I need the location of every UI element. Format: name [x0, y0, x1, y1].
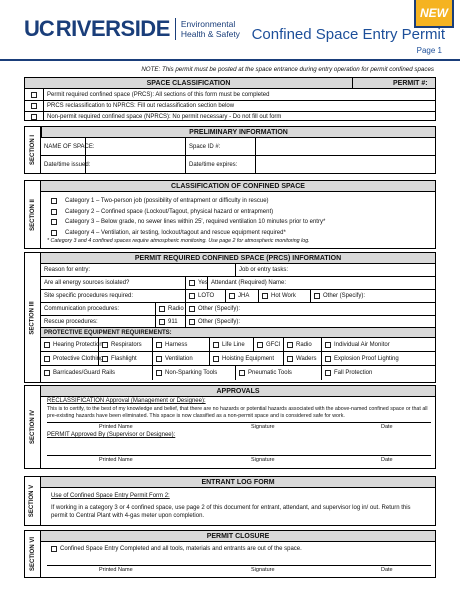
new-badge: NEW	[414, 0, 454, 28]
category-footnote: * Category 3 and 4 confined spaces require atmospheric monitoring. Use page 2 for atmospheric monitoring log.	[47, 238, 310, 244]
ppe-label: Hearing Protection	[53, 341, 103, 348]
ppe-option[interactable]	[235, 366, 321, 380]
entrant-log-instructions: If working in a category 3 or 4 confined space, use page 2 of this document for entrant, attendant, and supervisor log in/ out. Return this permit to Central Plant with 4-gas meter upon completion.	[51, 505, 411, 519]
other-label: Other (Specify):	[198, 318, 241, 325]
ppe-option[interactable]	[41, 366, 152, 380]
section-3-prcs-information	[24, 252, 436, 383]
ppe-option[interactable]	[209, 338, 253, 351]
ppe-option[interactable]	[152, 338, 209, 351]
ppe-option[interactable]	[98, 352, 152, 365]
ppe-option[interactable]	[41, 352, 104, 365]
ppe-label: Waders	[296, 355, 317, 362]
rescue-other-option[interactable]	[185, 316, 435, 327]
ppe-label: Flashlight	[111, 355, 137, 362]
section-6-side-label	[25, 531, 41, 577]
ppe-option[interactable]	[321, 366, 435, 380]
radio-checkbox[interactable]	[159, 306, 165, 312]
reclassification-certification-text: This is to certify, to the best of my knowledge and belief, that there are no hazards or potential hazards associated with the above-named confined space or that all pre-existing hazards have been eliminated. This space is now classified as a non-permit space and is considered safe for work.	[47, 406, 428, 419]
ppe-checkbox[interactable]	[44, 342, 50, 348]
classification-option-nprcs	[25, 111, 435, 121]
header-divider	[0, 59, 460, 61]
category-1-item	[51, 196, 325, 207]
energy-isolated-label: Are all energy sources isolated?	[44, 280, 130, 286]
logo-divider	[175, 18, 176, 40]
reclass-checkbox[interactable]	[31, 103, 37, 109]
section-1-label: SECTION I	[29, 134, 36, 166]
ppe-checkbox[interactable]	[102, 342, 108, 348]
ppe-label: Hoisting Equipment	[222, 355, 275, 362]
ppe-checkbox[interactable]	[325, 342, 331, 348]
signature-caption: Signature	[251, 567, 275, 573]
ppe-header: PROTECTIVE EQUIPMENT REQUIREMENTS:	[41, 328, 435, 338]
ppe-option[interactable]	[321, 352, 435, 365]
category-3-label: Category 3 – Below grade, no sewer lines within 25', required ventilation 10 minutes prior to entry*	[65, 219, 326, 225]
section-3-label: SECTION III	[29, 300, 36, 335]
space-id-field[interactable]	[255, 138, 435, 155]
jha-checkbox[interactable]	[229, 293, 235, 299]
page-title: Confined Space Entry Permit	[251, 26, 445, 43]
category-4-item	[51, 228, 325, 239]
name-of-space-field[interactable]	[85, 138, 185, 155]
category-1-checkbox[interactable]	[51, 198, 57, 204]
ppe-label: Barricades/Guard Rails	[53, 370, 116, 376]
loto-label: LOTO	[198, 293, 215, 299]
other-label: Other (Specify):	[323, 293, 366, 299]
section-4-approvals	[24, 385, 436, 469]
logo-dept-line1: Environmental	[180, 19, 236, 29]
entrant-log-form-label: Use of Confined Space Entry Permit Form 2:	[51, 493, 170, 499]
category-4-checkbox[interactable]	[51, 230, 57, 236]
ppe-option[interactable]	[321, 338, 435, 351]
option-label: PRCS reclassification to NPRCS: Fill out reclassification section below	[43, 101, 435, 111]
site-procedures-label: Site specific procedures required:	[44, 293, 134, 299]
name-of-space-label: NAME OF SPACE:	[44, 143, 95, 150]
ppe-checkbox[interactable]	[156, 356, 162, 362]
reason-for-entry-field[interactable]	[41, 264, 235, 276]
radio-label: Radio	[168, 306, 184, 312]
attendant-name-field[interactable]	[207, 277, 435, 289]
ppe-option[interactable]	[41, 338, 103, 351]
other-checkbox[interactable]	[189, 306, 195, 312]
ppe-option[interactable]	[253, 338, 283, 351]
other-checkbox[interactable]	[314, 293, 320, 299]
section-2-label: SECTION II	[29, 198, 36, 231]
classification-option-reclass	[25, 100, 435, 111]
ppe-checkbox[interactable]	[213, 356, 219, 362]
section-4-side-label	[25, 386, 41, 468]
space-id-label: Space ID #:	[185, 138, 255, 155]
section-6-header: PERMIT CLOSURE	[41, 531, 435, 542]
section-5-side-label	[25, 477, 41, 525]
closure-signature-line[interactable]	[47, 565, 431, 566]
date-expires-field[interactable]	[255, 156, 435, 174]
section-1-header: PRELIMINARY INFORMATION	[41, 127, 435, 138]
category-2-item	[51, 207, 325, 218]
tasks-label: Job or entry tasks:	[239, 267, 289, 273]
section-1-side-label	[25, 127, 41, 173]
hot-work-label: Hot Work	[271, 293, 296, 299]
radio-comm-option[interactable]	[155, 303, 185, 315]
date-caption: Date	[381, 567, 393, 573]
category-3-checkbox[interactable]	[51, 219, 57, 225]
hot-work-checkbox[interactable]	[262, 293, 268, 299]
communication-label: Communication procedures:	[44, 306, 120, 312]
section-3-header: PERMIT REQUIRED CONFINED SPACE (PRCS) INFORMATION	[41, 253, 435, 264]
ppe-label: Ventilation	[165, 355, 193, 362]
ppe-option[interactable]	[152, 366, 235, 380]
printed-name-caption: Printed Name	[99, 457, 133, 463]
date-caption: Date	[381, 457, 393, 463]
printed-name-caption: Printed Name	[99, 567, 133, 573]
yes-label: Yes	[198, 280, 208, 286]
ppe-label: Individual Air Monitor	[334, 341, 390, 348]
911-label: 911	[168, 318, 178, 325]
space-classification-heading: SPACE CLASSIFICATION	[25, 78, 353, 88]
ppe-row-1	[41, 338, 435, 352]
section-4-header: APPROVALS	[41, 386, 435, 397]
date-caption: Date	[381, 424, 393, 430]
permit-signature-line[interactable]	[47, 455, 431, 456]
closure-checkbox[interactable]	[51, 546, 57, 552]
category-2-label: Category 2 – Confined space (Lockout/Tagout, physical hazard or entrapment)	[65, 208, 274, 215]
section-2-classification	[24, 180, 436, 249]
ucr-logo	[24, 14, 240, 44]
yes-checkbox[interactable]	[189, 280, 195, 286]
ppe-label: Fall Protection	[334, 370, 373, 376]
closure-label: Confined Space Entry Completed and all tools, materials and entrants are out of the space.	[60, 546, 302, 552]
section-4-label: SECTION IV	[29, 409, 36, 445]
entry-tasks-field[interactable]	[235, 264, 435, 276]
option-label: Permit required confined space (PRCS): All sections of this form must be completed	[43, 89, 435, 100]
permit-approval-label: PERMIT Approved By (Supervisor or Designee):	[47, 432, 176, 438]
ppe-checkbox[interactable]	[44, 356, 50, 362]
category-3-item	[51, 217, 325, 228]
hot-work-option[interactable]	[258, 290, 310, 302]
ppe-option[interactable]	[209, 352, 283, 365]
other-checkbox[interactable]	[189, 319, 195, 325]
ppe-checkbox[interactable]	[287, 356, 293, 362]
logo-department	[181, 19, 240, 39]
section-6-permit-closure	[24, 530, 436, 578]
reclass-signature-line[interactable]	[47, 422, 431, 423]
section-5-header: ENTRANT LOG FORM	[41, 477, 435, 488]
logo-uc-text: UC	[24, 16, 54, 41]
section-2-header: CLASSIFICATION OF CONFINED SPACE	[41, 181, 435, 192]
ppe-row-3	[41, 366, 435, 380]
ppe-label: Explosion Proof Lighting	[334, 355, 399, 362]
ppe-label: Life Line	[222, 341, 245, 348]
signature-caption: Signature	[251, 424, 275, 430]
option-label: Non-permit required confined space (NPRCS): No permit necessary - Do not fill out form	[43, 112, 435, 121]
closure-confirmation	[51, 546, 302, 552]
911-checkbox[interactable]	[159, 319, 165, 325]
ppe-checkbox[interactable]	[44, 370, 50, 376]
classification-option-prcs	[25, 89, 435, 100]
category-4-label: Category 4 – Ventilation, air testing, lockout/tagout and rescue equipment required*	[65, 229, 286, 236]
loto-checkbox[interactable]	[189, 293, 195, 299]
rescue-label: Rescue procedures:	[44, 318, 98, 325]
section-5-entrant-log	[24, 476, 436, 526]
ppe-label: Radio	[296, 341, 312, 348]
ppe-label: Respirators	[111, 341, 142, 348]
space-classification-table	[24, 77, 436, 121]
reason-label: Reason for entry:	[44, 267, 91, 273]
rescue-911-option[interactable]	[155, 316, 185, 327]
ppe-row-2	[41, 352, 435, 366]
ppe-label: GFCI	[266, 341, 281, 348]
jha-label: JHA	[238, 293, 250, 299]
ppe-checkbox[interactable]	[156, 370, 162, 376]
page-number: Page 1	[416, 46, 442, 55]
ppe-label: Protective Clothing	[53, 355, 104, 362]
section-2-side-label	[25, 181, 41, 248]
logo-riverside-text: RIVERSIDE	[55, 16, 170, 41]
date-issued-field[interactable]	[85, 156, 185, 174]
ppe-checkbox[interactable]	[102, 356, 108, 362]
logo-dept-line2: Health & Safety	[180, 29, 240, 39]
nprcs-checkbox[interactable]	[31, 114, 37, 120]
ppe-checkbox[interactable]	[156, 342, 162, 348]
reclassification-approval-label: RECLASSIFICATION Approval (Management or Designee):	[47, 398, 206, 404]
attendant-label: Attendant (Required) Name:	[211, 280, 287, 286]
ppe-checkbox[interactable]	[257, 342, 263, 348]
permit-number-label: PERMIT #:	[393, 80, 428, 87]
ppe-option[interactable]	[283, 352, 321, 365]
other-label: Other (Specify):	[198, 306, 241, 312]
section-3-side-label	[25, 253, 41, 382]
ppe-option[interactable]	[98, 338, 152, 351]
signature-caption: Signature	[251, 457, 275, 463]
ppe-checkbox[interactable]	[239, 370, 245, 376]
date-expires-label: Date/time expires:	[185, 156, 255, 174]
comm-other-option[interactable]	[185, 303, 435, 315]
category-2-checkbox[interactable]	[51, 209, 57, 215]
procedures-other-option[interactable]	[310, 290, 435, 302]
ppe-checkbox[interactable]	[325, 356, 331, 362]
ppe-label: Non-Sparking Tools	[165, 370, 218, 376]
energy-yes-option[interactable]	[185, 277, 207, 289]
section-5-label: SECTION V	[29, 484, 36, 518]
ppe-label: Pneumatic Tools	[248, 370, 292, 376]
ppe-label: Harness	[165, 341, 188, 348]
ppe-checkbox[interactable]	[213, 342, 219, 348]
date-issued-label: Date/time issued:	[44, 162, 91, 168]
space-classification-header	[25, 78, 435, 89]
ppe-checkbox[interactable]	[325, 370, 331, 376]
ppe-option[interactable]	[152, 352, 209, 365]
posting-note: NOTE: This permit must be posted at the space entrance during entry operation for permit confined spaces	[141, 66, 434, 73]
ppe-checkbox[interactable]	[287, 342, 293, 348]
section-6-label: SECTION VI	[29, 536, 36, 572]
ppe-option[interactable]	[283, 338, 321, 351]
section-1-preliminary-info	[24, 126, 436, 174]
printed-name-caption: Printed Name	[99, 424, 133, 430]
jha-option[interactable]	[225, 290, 258, 302]
category-1-label: Category 1 – Two-person job (possibility of entrapment or difficulty in rescue)	[65, 198, 269, 204]
loto-option[interactable]	[185, 290, 225, 302]
prcs-checkbox[interactable]	[31, 92, 37, 98]
